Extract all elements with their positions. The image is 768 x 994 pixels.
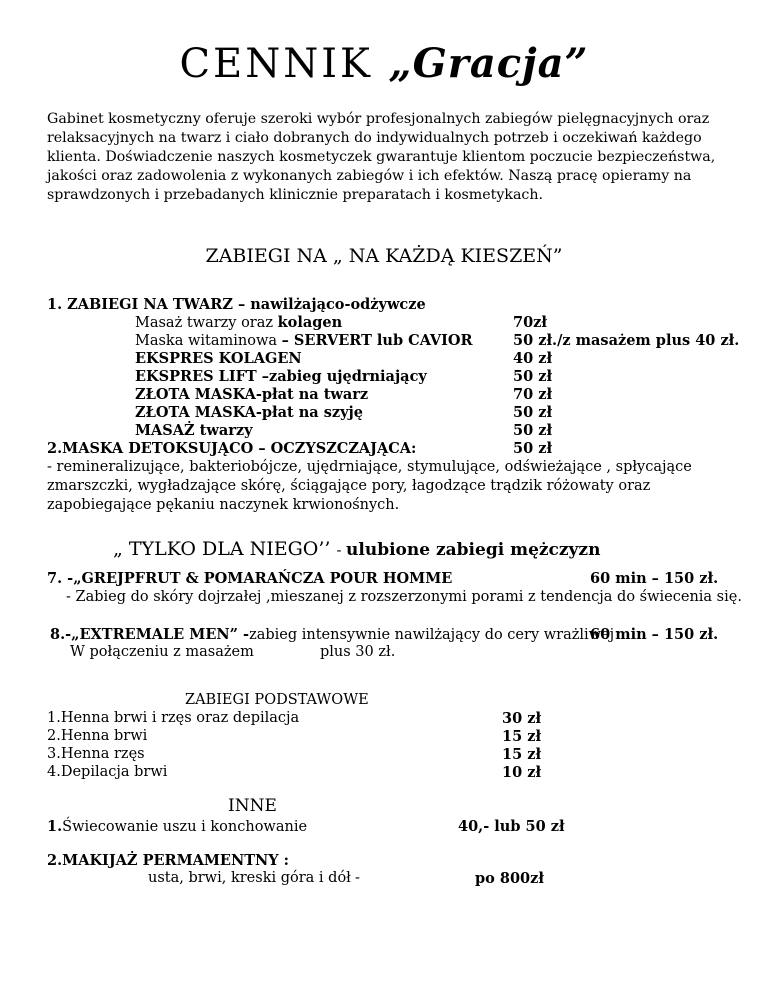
price: 50 zł xyxy=(513,440,553,457)
section-heading-men: „ TYLKO DLA NIEGO’’ - ulubione zabiegi mężczyzn xyxy=(113,538,601,560)
price: 40 zł xyxy=(513,350,553,367)
item-7-description: - Zabieg do skóry dojrzałej ,mieszanej z rozszerzonymi porami z tendencja do świecenia się. xyxy=(66,589,742,605)
price: 15 zł xyxy=(502,746,542,763)
price: 50 zł xyxy=(513,404,553,421)
separator: - xyxy=(355,870,360,886)
section-heading-basic: ZABIEGI PODSTAWOWE xyxy=(185,692,369,708)
list-item: 4.Depilacja brwi xyxy=(47,764,168,780)
group-detox-description: - remineralizujące, bakteriobójcze, ujędrniające, stymulujące, odświeżające , spłycające zmarszczki, wygładzające skórę, ściągające pory, łagodzące trądzik różowaty oraz zapobiegające pękaniu naczynek krwionośnych. xyxy=(47,459,692,513)
price: 30 zł xyxy=(502,710,542,727)
page-title xyxy=(0,40,768,87)
group-face-title: 1. ZABIEGI NA TWARZ – nawilżająco-odżywcze xyxy=(47,296,426,313)
price: 70zł xyxy=(513,314,547,331)
list-item: 2.Henna brwi xyxy=(47,728,148,744)
list-item: Masaż twarzy oraz kolagen xyxy=(135,314,343,331)
intro-paragraph: Gabinet kosmetyczny oferuje szeroki wybór profesjonalnych zabiegów pielęgnacyjnych oraz relaksacyjnych na twarz i ciało dobranych do indywidualnych potrzeb i oczekiwań każdego klienta. Doświadczenie naszych kosmetyczek gwarantuje klientom poczucie bezpieczeństwa, jakości oraz zadowolenia z wykonanych zabiegów i ich efektów. Naszą pracę opieramy na sprawdzonych i przebadanych klinicznie preparatach i kosmetykach. xyxy=(47,111,716,203)
section-heading-pocket: ZABIEGI NA „ NA KAŻDĄ KIESZEŃ” xyxy=(205,245,563,267)
group-detox-title: 2.MASKA DETOKSUJĄCO – OCZYSZCZAJĄCA: xyxy=(47,440,417,457)
list-item: EKSPRES KOLAGEN xyxy=(135,350,302,367)
price: 40,- lub 50 zł xyxy=(458,818,565,835)
price: po 800zł xyxy=(475,870,544,887)
price: plus 30 zł. xyxy=(320,644,396,660)
price: 70 zł xyxy=(513,386,553,403)
item-makeup-title: 2.MAKIJAŻ PERMAMENTNY : xyxy=(47,852,290,869)
list-item: usta, brwi, kreski góra i dół xyxy=(148,870,351,886)
title-salon-name: „Gracja” xyxy=(388,40,589,87)
item-8-extra: W połączeniu z masażem xyxy=(70,644,254,660)
price: 60 min – 150 zł. xyxy=(590,626,719,643)
price: 15 zł xyxy=(502,728,542,745)
item-8-title: 8.-„EXTREMALE MEN” -zabieg intensywnie nawilżający do cery wrażliwej xyxy=(50,626,615,643)
price: 10 zł xyxy=(502,764,542,781)
list-item: ZŁOTA MASKA-płat na twarz xyxy=(135,386,369,403)
list-item: Maska witaminowa – SERVERT lub CAVIOR xyxy=(135,332,473,349)
list-item: 1.Świecowanie uszu i konchowanie xyxy=(47,818,308,835)
title-main: CENNIK xyxy=(179,41,389,87)
list-item: ZŁOTA MASKA-płat na szyję xyxy=(135,404,363,421)
list-item: 1.Henna brwi i rzęs oraz depilacja xyxy=(47,710,300,726)
price: 50 zł xyxy=(513,422,553,439)
price: 60 min – 150 zł. xyxy=(590,570,719,587)
list-item: 3.Henna rzęs xyxy=(47,746,145,762)
list-item: EKSPRES LIFT –zabieg ujędrniający xyxy=(135,368,427,385)
section-heading-other: INNE xyxy=(228,796,277,816)
item-7-title: 7. -„GREJPFRUT & POMARAŃCZA POUR HOMME xyxy=(47,570,453,587)
price: 50 zł xyxy=(513,368,553,385)
list-item: MASAŻ twarzy xyxy=(135,422,253,439)
price: 50 zł./z masażem plus 40 zł. xyxy=(513,332,740,349)
